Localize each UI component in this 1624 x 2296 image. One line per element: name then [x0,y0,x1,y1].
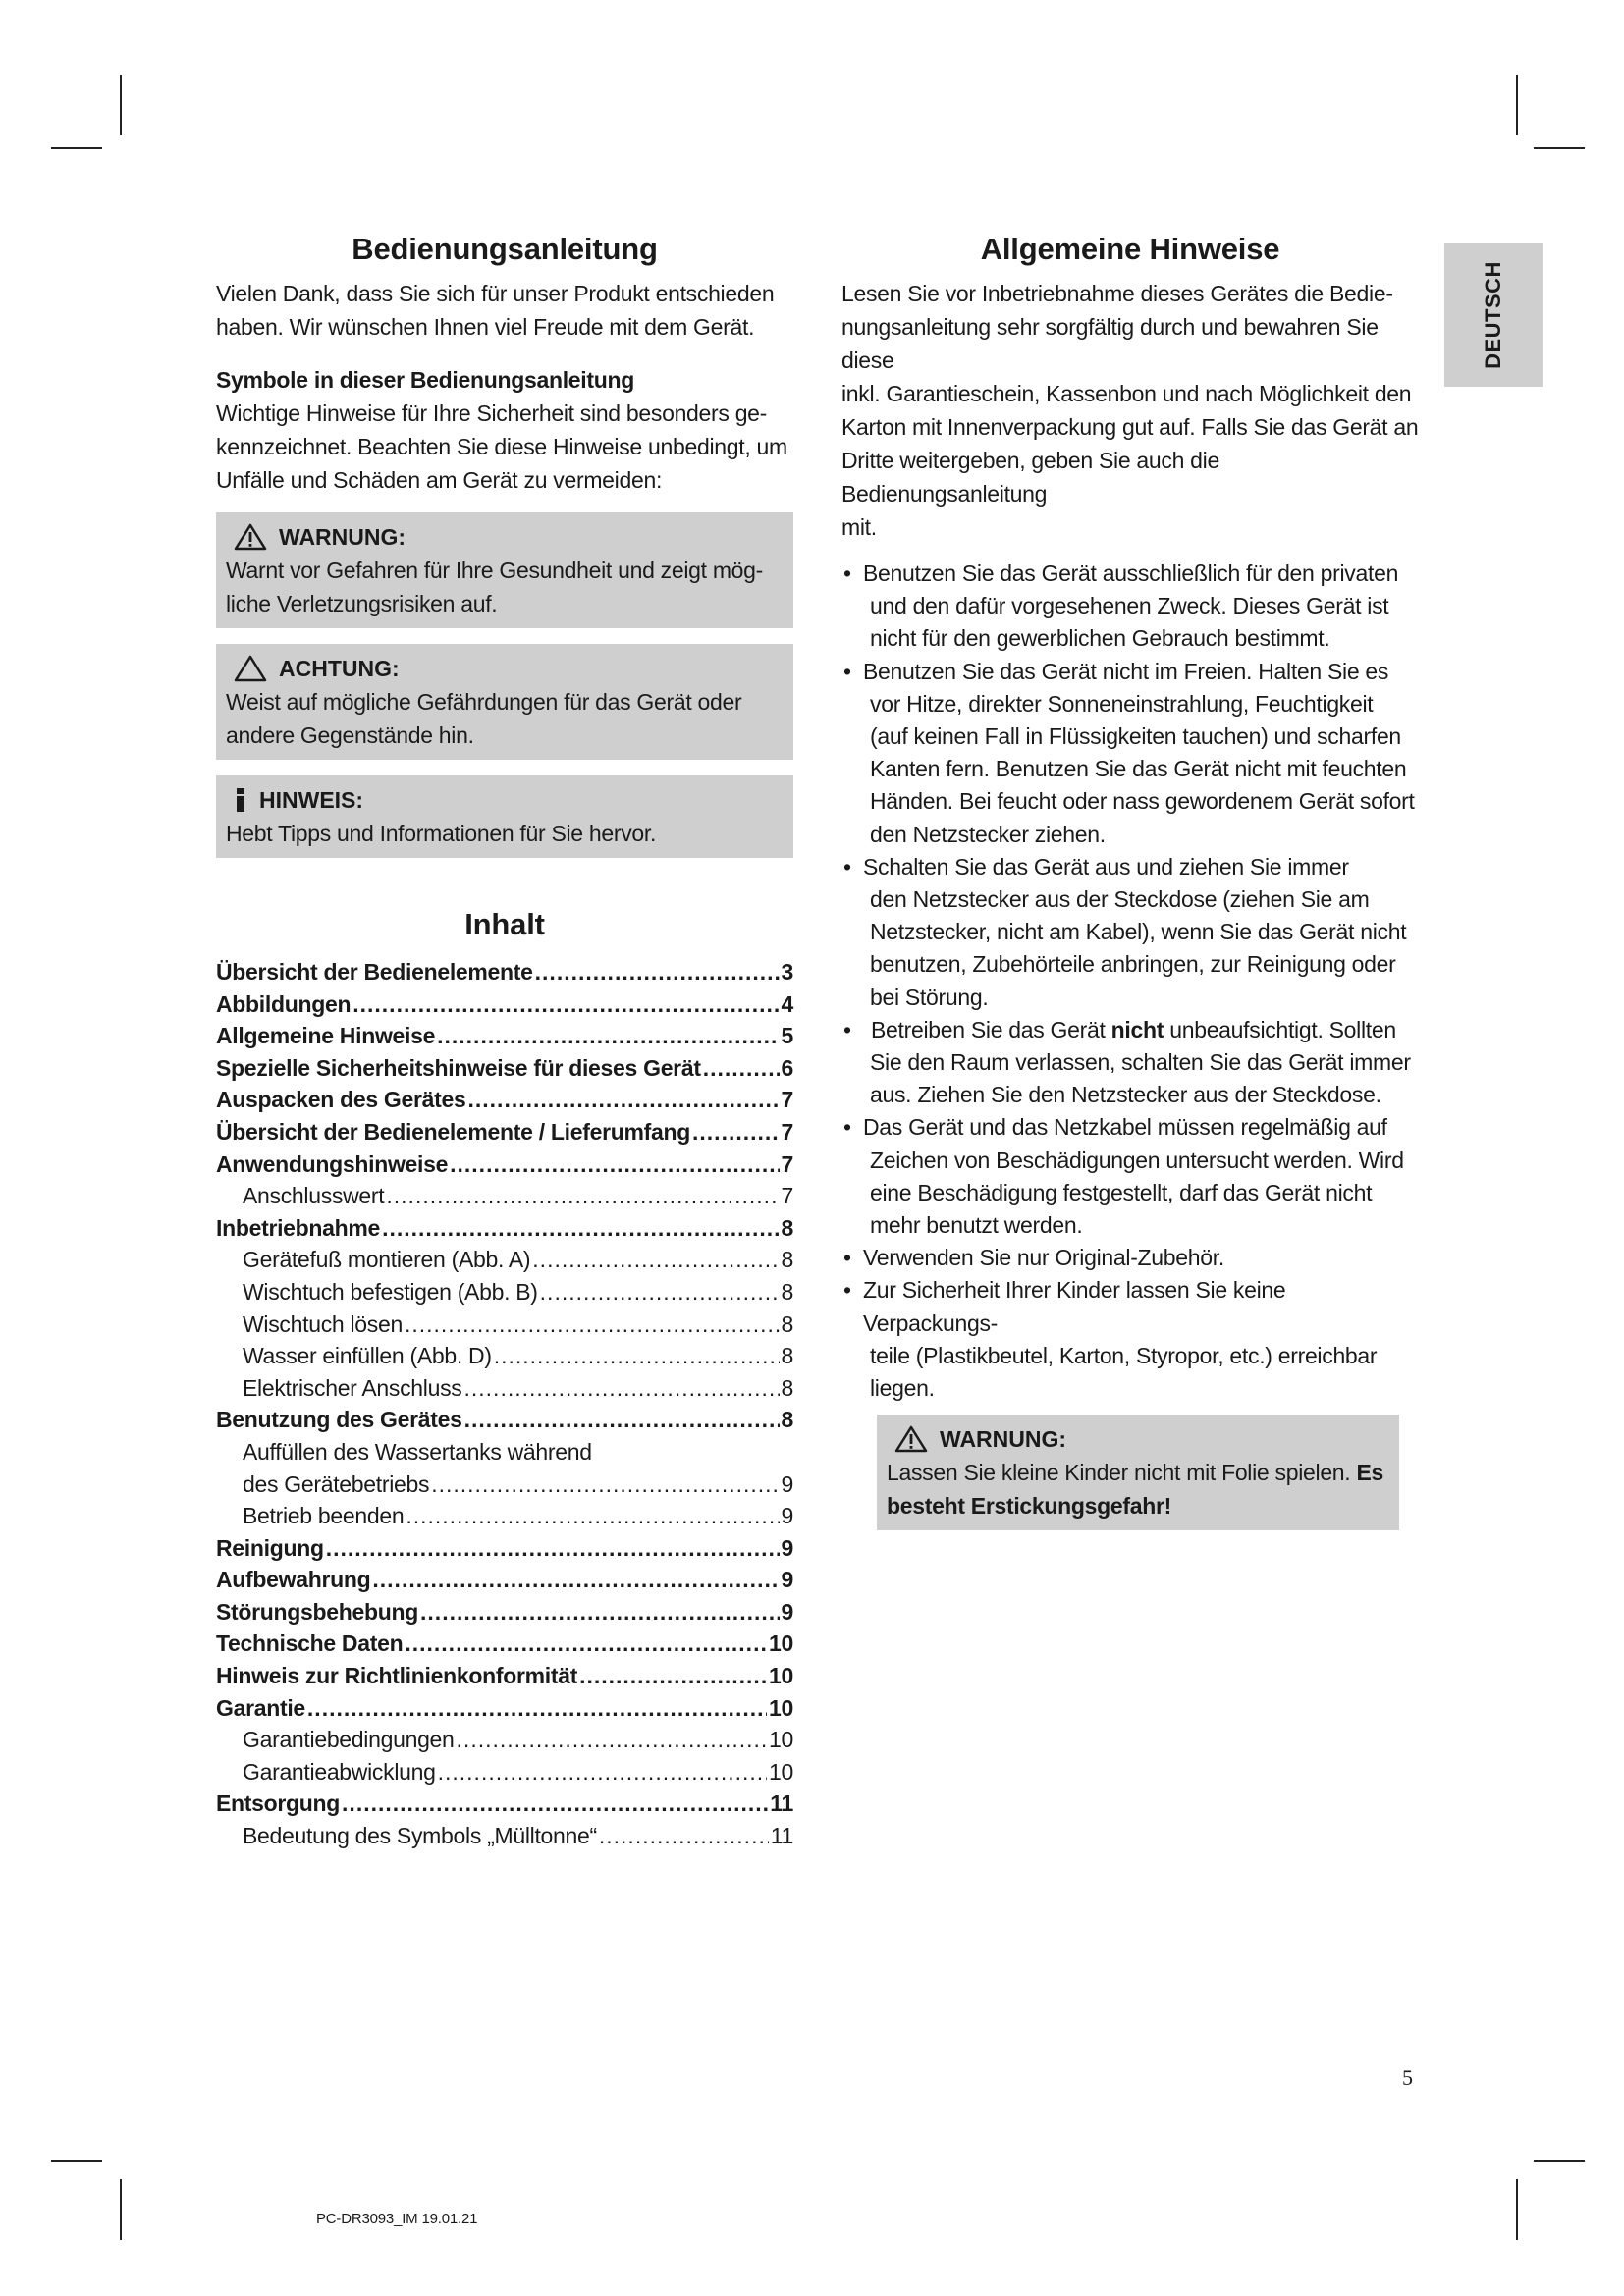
child-warning-text: besteht Erstickungsgefahr! [887,1493,1171,1520]
warning-label: WARNUNG: [940,1426,1067,1453]
right-column [841,232,1419,1530]
intro-line: Dritte weitergeben, geben Sie auch die Bedienungsanleitung [841,448,1219,507]
caution-text: Weist auf mögliche Gefährdungen für das Gerät oder [226,689,742,715]
crop-mark [51,2160,102,2162]
toc-row[interactable]: Bedeutung des Symbols „Mülltonne“ ..... 11 [216,1820,793,1852]
list-item: • Das Gerät und das Netzkabel müssen regelmäßig auf Zeichen von Beschädigungen untersucht werden. Wird eine Beschädigung festgestellt, darf das Gerät nicht mehr benutzt werden. [841,1111,1419,1242]
caution-text: andere Gegenstände hin. [226,722,474,748]
child-warning-text: Lassen Sie kleine Kinder nicht mit Folie spielen. Es [887,1460,1384,1486]
note-text: Hebt Tipps und Informationen für Sie hervor. [226,821,657,846]
toc-row[interactable]: Technische Daten ..... 10 [216,1628,793,1660]
list-item: • Betreiben Sie das Gerät nicht unbeaufsichtigt. Sollten Sie den Raum verlassen, schalten Sie das Gerät immer aus. Ziehen Sie den Netzstecker aus der Steckdose. [841,1014,1419,1112]
toc-row[interactable]: Anwendungshinweise ..... 7 [216,1148,793,1181]
symbols-line: kennzeichnet. Beachten Sie diese Hinweise unbedingt, um [216,434,787,459]
toc-row[interactable]: Übersicht der Bedienelemente ..... 3 [216,956,793,988]
crop-mark [51,147,102,149]
left-column [216,232,793,1852]
toc-row[interactable]: Störungsbehebung ..... 9 [216,1596,793,1629]
intro-line: mit. [841,514,877,540]
list-item: • Benutzen Sie das Gerät nicht im Freien. Halten Sie es vor Hitze, direkter Sonneneinstrahlung, Feuchtigkeit (auf keinen Fall in Flüssigkeiten tauchen) und scharfen Kanten fern. Benutzen Sie das Gerät nicht mit feuchten Händen. Bei feucht oder nass gewordenem Gerät sofort den Netzstecker ziehen. [841,656,1419,851]
caution-triangle-icon [234,655,267,682]
intro-line: Lesen Sie vor Inbetriebnahme dieses Gerätes die Bedie- [841,281,1393,306]
toc-row[interactable]: Spezielle Sicherheitshinweise für dieses Gerät ..... 6 [216,1052,793,1085]
warning-text: Warnt vor Gefahren für Ihre Gesundheit und zeigt mög- [226,558,764,583]
toc-row[interactable]: Garantieabwicklung ..... 10 [216,1756,793,1789]
list-item: • Schalten Sie das Gerät aus und ziehen Sie immer den Netzstecker aus der Steckdose (ziehen Sie am Netzstecker, nicht am Kabel), wenn Sie das Gerät nicht benutzen, Zubehörteile anbringen, zur Reinigung oder bei Störung. [841,851,1419,1014]
note-box [216,775,793,858]
toc-row[interactable]: Auffüllen des Wassertanks während [243,1438,592,1465]
general-notes-intro [841,277,1419,544]
manual-title: Bedienungsanleitung [352,232,658,266]
intro-line: haben. Wir wünschen Ihnen viel Freude mit dem Gerät. [216,314,755,340]
child-warning-box [877,1415,1399,1530]
page-number: 5 [1402,2065,1413,2090]
caution-box [216,644,793,760]
toc-row[interactable]: Inbetriebnahme ..... 8 [216,1212,793,1245]
toc-row[interactable]: Garantie ..... 10 [216,1692,793,1725]
toc-row[interactable]: Gerätefuß montieren (Abb. A) ..... 8 [216,1244,793,1276]
toc-row[interactable]: Benutzung des Gerätes ..... 8 [216,1404,793,1436]
intro-line: nungsanleitung sehr sorgfältig durch und bewahren Sie diese [841,314,1379,373]
language-tab-label: DEUTSCH [1481,261,1505,369]
general-notes-title: Allgemeine Hinweise [980,232,1280,266]
warning-box [216,512,793,628]
toc-row[interactable]: Wischtuch lösen ..... 8 [216,1308,793,1341]
toc-row[interactable]: Anschlusswert ..... 7 [216,1180,793,1212]
symbols-title: Symbole in dieser Bedienungsanleitung [216,367,634,393]
intro-line: Vielen Dank, dass Sie sich für unser Produkt entschieden [216,281,775,306]
toc-row[interactable]: Elektrischer Anschluss ..... 8 [216,1372,793,1405]
symbols-line: Unfälle und Schäden am Gerät zu vermeiden: [216,467,663,493]
footer-doc-id: PC-DR3093_IM 19.01.21 [316,2211,478,2227]
toc-row[interactable]: Wasser einfüllen (Abb. D) ..... 8 [216,1340,793,1372]
list-item: • Verwenden Sie nur Original-Zubehör. [841,1242,1419,1274]
table-of-contents [216,956,793,1852]
toc-title: Inhalt [464,907,545,941]
toc-row[interactable]: Wischtuch befestigen (Abb. B) ..... 8 [216,1276,793,1308]
crop-mark [120,75,122,135]
toc-row[interactable]: Entsorgung ..... 11 [216,1788,793,1820]
safety-bullet-list [841,558,1419,1405]
toc-row[interactable]: des Gerätebetriebs ..... 9 [216,1468,793,1501]
toc-row[interactable]: Auspacken des Gerätes ..... 7 [216,1084,793,1116]
intro-line: Karton mit Innenverpackung gut auf. Falls Sie das Gerät an [841,414,1419,440]
toc-row[interactable]: Hinweis zur Richtlinienkonformität ..... 10 [216,1660,793,1692]
toc-row[interactable]: Allgemeine Hinweise ..... 5 [216,1020,793,1052]
crop-mark [1534,2160,1585,2162]
crop-mark [1534,147,1585,149]
toc-row[interactable]: Reinigung ..... 9 [216,1532,793,1565]
symbols-text [216,397,793,497]
warning-triangle-icon [894,1425,928,1453]
symbols-line: Wichtige Hinweise für Ihre Sicherheit sind besonders ge- [216,400,768,426]
toc-row[interactable]: Garantiebedingungen ..... 10 [216,1724,793,1756]
language-tab [1444,243,1543,387]
crop-mark [1516,2179,1518,2240]
toc-row[interactable]: Abbildungen ..... 4 [216,988,793,1021]
crop-mark [120,2179,122,2240]
warning-triangle-icon [234,523,267,551]
intro-text [216,277,793,344]
list-item: • Zur Sicherheit Ihrer Kinder lassen Sie keine Verpackungs- teile (Plastikbeutel, Karton, Styropor, etc.) erreichbar liegen. [841,1274,1419,1405]
note-label: HINWEIS: [259,787,364,813]
caution-label: ACHTUNG: [279,656,400,681]
toc-row[interactable]: Aufbewahrung ..... 9 [216,1564,793,1596]
info-icon [234,786,247,814]
crop-mark [1516,75,1518,135]
toc-row[interactable]: Betrieb beenden ..... 9 [216,1500,793,1532]
intro-line: inkl. Garantieschein, Kassenbon und nach Möglichkeit den [841,381,1412,406]
list-item: • Benutzen Sie das Gerät ausschließlich für den privaten und den dafür vorgesehenen Zweck. Dieses Gerät ist nicht für den gewerblichen Gebrauch bestimmt. [841,558,1419,656]
warning-text: liche Verletzungsrisiken auf. [226,591,498,616]
toc-row[interactable]: Übersicht der Bedienelemente / Lieferumfang ..... 7 [216,1116,793,1148]
warning-label: WARNUNG: [279,524,406,550]
